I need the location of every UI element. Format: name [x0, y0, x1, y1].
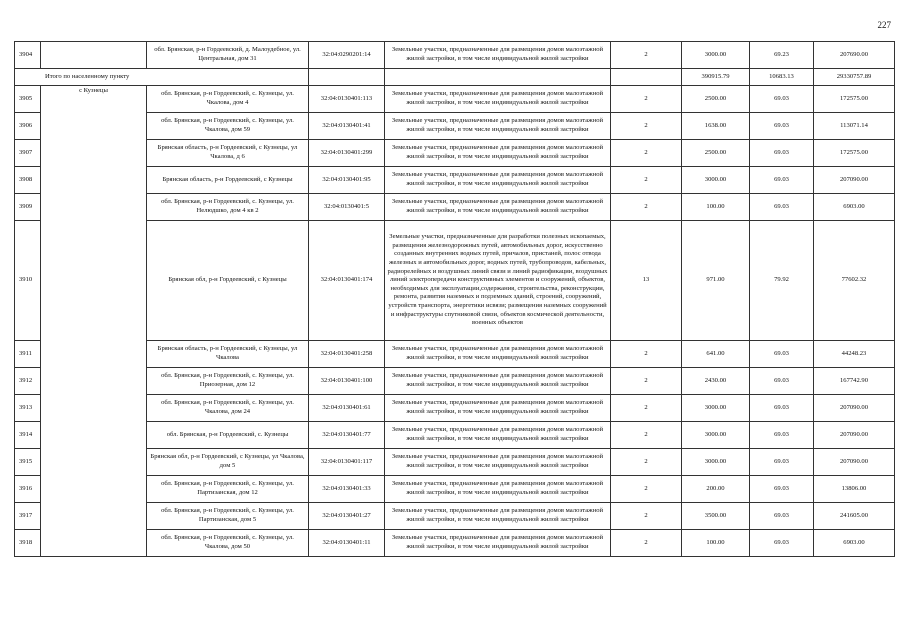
- cadastral-value-cell: 207090.00: [814, 395, 895, 422]
- row-number: 3913: [15, 395, 41, 422]
- page-number: 227: [877, 20, 891, 30]
- cadastral-number-cell: 32:04:0130401:41: [309, 113, 385, 140]
- row-number: 3904: [15, 42, 41, 69]
- cadastral-number-cell: 32:04:0130401:61: [309, 395, 385, 422]
- table-row: [15, 449, 895, 476]
- land-purpose-cell: Земельные участки, предназначенные для размещения домов малоэтажной жилой застройки, в том числе индивидуальной жилой застройки: [385, 42, 611, 69]
- land-purpose-cell: Земельные участки, предназначенные для размещения домов малоэтажной жилой застройки, в том числе индивидуальной жилой застройки: [385, 476, 611, 503]
- row-number: 3910: [15, 221, 41, 341]
- table-row: [15, 42, 895, 69]
- land-purpose-cell: Земельные участки, предназначенные для размещения домов малоэтажной жилой застройки, в том числе индивидуальной жилой застройки: [385, 503, 611, 530]
- address-cell: Брянская обл, р-н Гордеевский, с Кузнецы, ул Чкалова, дом 5: [147, 449, 309, 476]
- cadastral-number-cell: 32:04:0130401:174: [309, 221, 385, 341]
- land-purpose-cell: Земельные участки, предназначенные для размещения домов малоэтажной жилой застройки, в том числе индивидуальной жилой застройки: [385, 140, 611, 167]
- empty-cell: [611, 69, 682, 86]
- row-number: 3906: [15, 113, 41, 140]
- purpose-code-cell: 2: [611, 422, 682, 449]
- total-cadastral-value-cell: 29330757.89: [814, 69, 895, 86]
- address-cell: обл. Брянская, р-н Гордеевский, с. Кузнецы, ул. Партизанская, дом 5: [147, 503, 309, 530]
- cadastral-number-cell: 32:04:0130401:27: [309, 503, 385, 530]
- area-cell: 641.00: [682, 341, 750, 368]
- land-purpose-cell: Земельные участки, предназначенные для размещения домов малоэтажной жилой застройки, в том числе индивидуальной жилой застройки: [385, 422, 611, 449]
- address-cell: Брянская область, р-н Гордеевский, с Кузнецы, ул Чкалова: [147, 341, 309, 368]
- cadastral-value-cell: 207090.00: [814, 449, 895, 476]
- table-row: [15, 167, 895, 194]
- purpose-code-cell: 2: [611, 503, 682, 530]
- unit-value-cell: 69.03: [750, 476, 814, 503]
- land-purpose-cell: Земельные участки, предназначенные для размещения домов малоэтажной жилой застройки, в том числе индивидуальной жилой застройки: [385, 449, 611, 476]
- land-purpose-cell: Земельные участки, предназначенные для размещения домов малоэтажной жилой застройки, в том числе индивидуальной жилой застройки: [385, 530, 611, 557]
- purpose-code-cell: 2: [611, 530, 682, 557]
- row-number: 3908: [15, 167, 41, 194]
- purpose-code-cell: 2: [611, 86, 682, 113]
- address-cell: Брянская обл, р-н Гордеевский, с Кузнецы: [147, 221, 309, 341]
- purpose-code-cell: 2: [611, 395, 682, 422]
- row-number: 3916: [15, 476, 41, 503]
- table-row: [15, 476, 895, 503]
- land-valuation-table: [14, 41, 895, 557]
- unit-value-cell: 69.03: [750, 368, 814, 395]
- table-row: [15, 368, 895, 395]
- cadastral-value-cell: 207690.00: [814, 42, 895, 69]
- area-cell: 3500.00: [682, 503, 750, 530]
- area-cell: 2500.00: [682, 140, 750, 167]
- area-cell: 3000.00: [682, 167, 750, 194]
- table-row: [15, 395, 895, 422]
- address-cell: Брянская область, р-н Гордеевский, с Кузнецы: [147, 167, 309, 194]
- unit-value-cell: 69.03: [750, 503, 814, 530]
- cadastral-value-cell: 207090.00: [814, 167, 895, 194]
- address-cell: Брянская область, р-н Гордеевский, с Кузнецы, ул Чкалова, д 6: [147, 140, 309, 167]
- table-row: [15, 503, 895, 530]
- cadastral-value-cell: 77602.32: [814, 221, 895, 341]
- cadastral-value-cell: 13806.00: [814, 476, 895, 503]
- unit-value-cell: 69.03: [750, 422, 814, 449]
- unit-value-cell: 69.23: [750, 42, 814, 69]
- unit-value-cell: 69.03: [750, 167, 814, 194]
- cadastral-number-cell: 32:04:0130401:33: [309, 476, 385, 503]
- table-row: [15, 86, 895, 113]
- table-row: [15, 140, 895, 167]
- land-purpose-cell: Земельные участки, предназначенные для размещения домов малоэтажной жилой застройки, в том числе индивидуальной жилой застройки: [385, 167, 611, 194]
- area-cell: 100.00: [682, 194, 750, 221]
- total-unit-value-cell: 10683.13: [750, 69, 814, 86]
- row-number: 3907: [15, 140, 41, 167]
- area-cell: 3000.00: [682, 42, 750, 69]
- area-cell: 1638.00: [682, 113, 750, 140]
- settlement-total-row: [15, 69, 895, 86]
- area-cell: 200.00: [682, 476, 750, 503]
- cadastral-number-cell: 32:04:0130401:258: [309, 341, 385, 368]
- purpose-code-cell: 2: [611, 140, 682, 167]
- land-purpose-cell: Земельные участки, предназначенные для размещения домов малоэтажной жилой застройки, в том числе индивидуальной жилой застройки: [385, 194, 611, 221]
- cadastral-number-cell: 32:04:0130401:5: [309, 194, 385, 221]
- settlement-cell: с Кузнецы: [41, 86, 147, 557]
- settlement-cell: [41, 42, 147, 69]
- address-cell: обл. Брянская, р-н Гордеевский, с. Кузнецы, ул. Приозерная, дом 12: [147, 368, 309, 395]
- unit-value-cell: 69.03: [750, 86, 814, 113]
- address-cell: обл. Брянская, р-н Гордеевский, с. Кузнецы: [147, 422, 309, 449]
- purpose-code-cell: 2: [611, 113, 682, 140]
- cadastral-value-cell: 172575.00: [814, 140, 895, 167]
- land-purpose-cell: Земельные участки, предназначенные для размещения домов малоэтажной жилой застройки, в том числе индивидуальной жилой застройки: [385, 368, 611, 395]
- table-row: [15, 422, 895, 449]
- cadastral-number-cell: 32:04:0290201:14: [309, 42, 385, 69]
- cadastral-number-cell: 32:04:0130401:77: [309, 422, 385, 449]
- cadastral-value-cell: 241605.00: [814, 503, 895, 530]
- row-number: 3909: [15, 194, 41, 221]
- purpose-code-cell: 2: [611, 368, 682, 395]
- area-cell: 971.00: [682, 221, 750, 341]
- unit-value-cell: 69.03: [750, 530, 814, 557]
- row-number: 3911: [15, 341, 41, 368]
- purpose-code-cell: 2: [611, 194, 682, 221]
- cadastral-number-cell: 32:04:0130401:100: [309, 368, 385, 395]
- unit-value-cell: 69.03: [750, 449, 814, 476]
- table-row: [15, 221, 895, 341]
- row-number: 3918: [15, 530, 41, 557]
- cadastral-value-cell: 44248.23: [814, 341, 895, 368]
- row-number: 3914: [15, 422, 41, 449]
- table-row: [15, 194, 895, 221]
- area-cell: 3000.00: [682, 449, 750, 476]
- address-cell: обл. Брянская, р-н Гордеевский, с. Кузнецы, ул. Чкалова, дом 50: [147, 530, 309, 557]
- area-cell: 3000.00: [682, 422, 750, 449]
- purpose-code-cell: 2: [611, 476, 682, 503]
- land-purpose-cell: Земельные участки, предназначенные для размещения домов малоэтажной жилой застройки, в том числе индивидуальной жилой застройки: [385, 86, 611, 113]
- address-cell: обл. Брянская, р-н Гордеевский, д. Малоудебное, ул. Центральная, дом 31: [147, 42, 309, 69]
- area-cell: 3000.00: [682, 395, 750, 422]
- cadastral-value-cell: 167742.90: [814, 368, 895, 395]
- purpose-code-cell: 2: [611, 449, 682, 476]
- empty-cell: [385, 69, 611, 86]
- land-purpose-cell: Земельные участки, предназначенные для разработки полезных ископаемых, размещения железнодорожных путей, автомобильных дорог, искусственно созданных внутренних водных путей, причалов, пристаней, полос отвода железных и автомобильных дорог, водных путей, трубопроводов, кабельных, радиорелейных и воздушных линий связи и линий радиофикации, воздушных линий электропередачи конструктивных элементов и сооружений, объектов, необходимых для эксплуатации,содержания, строительства, реконструкции, ремонта, развития наземных и подземных зданий, строений, сооружений, устройств транспорта, энергетики исвязи; размещения наземных сооружений и инфраструктуры спутниковой связи, объектов космической деятельности, военных объектов: [385, 221, 611, 341]
- unit-value-cell: 69.03: [750, 113, 814, 140]
- purpose-code-cell: 13: [611, 221, 682, 341]
- row-number: 3905: [15, 86, 41, 113]
- total-label: Итого по населенному пункту: [15, 69, 309, 86]
- unit-value-cell: 79.92: [750, 221, 814, 341]
- area-cell: 2500.00: [682, 86, 750, 113]
- cadastral-value-cell: 6903.00: [814, 530, 895, 557]
- table-body: [15, 42, 895, 557]
- row-number: 3912: [15, 368, 41, 395]
- area-cell: 100.00: [682, 530, 750, 557]
- table-row: [15, 341, 895, 368]
- cadastral-number-cell: 32:04:0130401:117: [309, 449, 385, 476]
- cadastral-value-cell: 172575.00: [814, 86, 895, 113]
- unit-value-cell: 69.03: [750, 140, 814, 167]
- row-number: 3917: [15, 503, 41, 530]
- purpose-code-cell: 2: [611, 42, 682, 69]
- purpose-code-cell: 2: [611, 167, 682, 194]
- cadastral-value-cell: 113071.14: [814, 113, 895, 140]
- total-area-cell: 390915.79: [682, 69, 750, 86]
- land-purpose-cell: Земельные участки, предназначенные для размещения домов малоэтажной жилой застройки, в том числе индивидуальной жилой застройки: [385, 341, 611, 368]
- row-number: 3915: [15, 449, 41, 476]
- table-row: [15, 113, 895, 140]
- address-cell: обл. Брянская, р-н Гордеевский, с. Кузнецы, ул. Партизанская, дом 12: [147, 476, 309, 503]
- area-cell: 2430.00: [682, 368, 750, 395]
- unit-value-cell: 69.03: [750, 194, 814, 221]
- cadastral-number-cell: 32:04:0130401:11: [309, 530, 385, 557]
- cadastral-number-cell: 32:04:0130401:113: [309, 86, 385, 113]
- address-cell: обл. Брянская, р-н Гордеевский, с. Кузнецы, ул. Чкалова, дом 24: [147, 395, 309, 422]
- unit-value-cell: 69.03: [750, 341, 814, 368]
- cadastral-number-cell: 32:04:0130401:299: [309, 140, 385, 167]
- unit-value-cell: 69.03: [750, 395, 814, 422]
- land-purpose-cell: Земельные участки, предназначенные для размещения домов малоэтажной жилой застройки, в том числе индивидуальной жилой застройки: [385, 113, 611, 140]
- cadastral-value-cell: 207090.00: [814, 422, 895, 449]
- table-row: [15, 530, 895, 557]
- address-cell: обл. Брянская, р-н Гордеевский, с. Кузнецы, ул. Чкалова, дом 59: [147, 113, 309, 140]
- address-cell: обл. Брянская, р-н Гордеевский, с. Кузнецы, ул. Нелюдшко, дом 4 кв 2: [147, 194, 309, 221]
- cadastral-value-cell: 6903.00: [814, 194, 895, 221]
- cadastral-number-cell: 32:04:0130401:95: [309, 167, 385, 194]
- empty-cell: [309, 69, 385, 86]
- purpose-code-cell: 2: [611, 341, 682, 368]
- address-cell: обл. Брянская, р-н Гордеевский, с. Кузнецы, ул. Чкалова, дом 4: [147, 86, 309, 113]
- land-purpose-cell: Земельные участки, предназначенные для размещения домов малоэтажной жилой застройки, в том числе индивидуальной жилой застройки: [385, 395, 611, 422]
